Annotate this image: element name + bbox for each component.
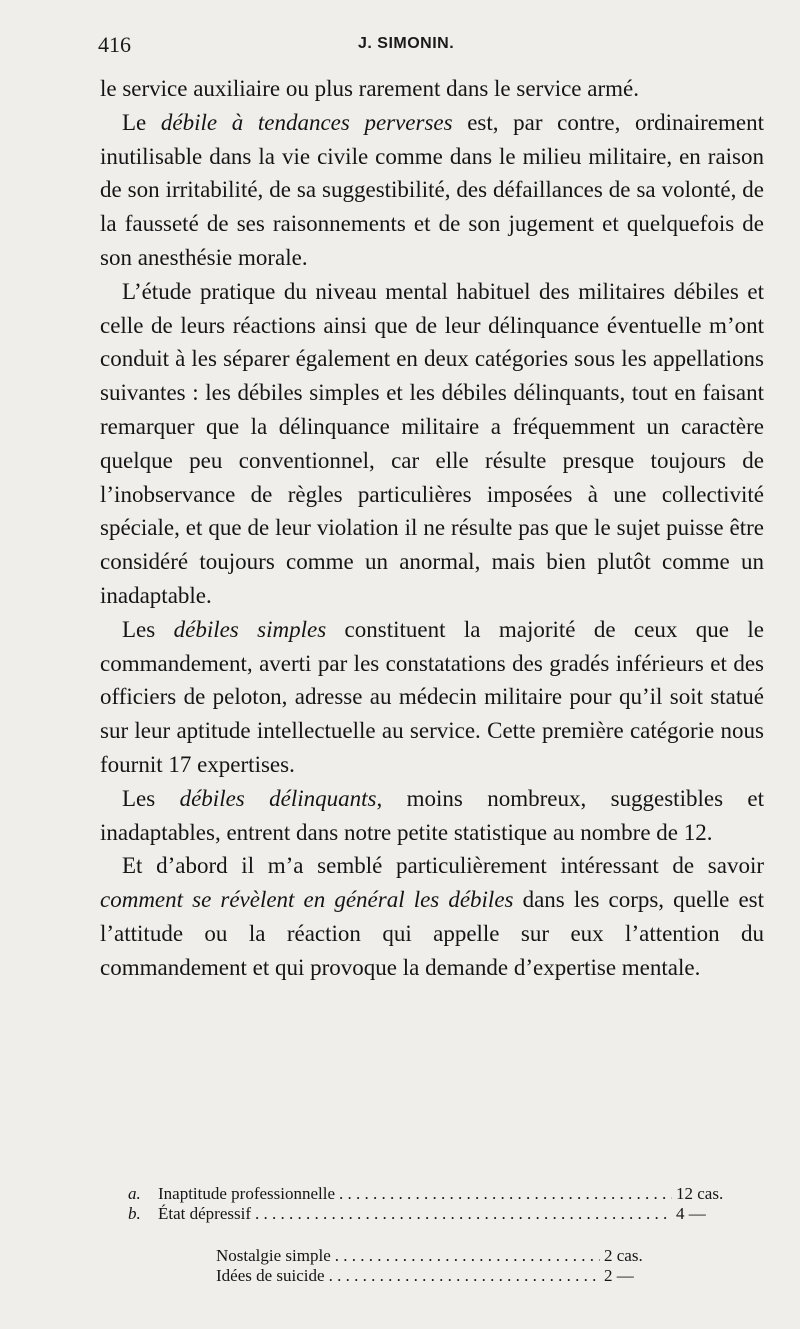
body-text: [100, 72, 764, 985]
paragraph-6-start: Et d’abord il m’a semblé particulièrement intéressant de savoir: [122, 853, 764, 879]
paragraph-2: [100, 106, 764, 275]
phrase-comment-se-revelent: comment se révèlent en général les débiles: [100, 887, 514, 913]
term-debile-tendances-perverses: débile à tendances perverses: [160, 109, 453, 135]
paragraph-3: L’étude pratique du niveau mental habituel des militaires débiles et celle de leurs réactions ainsi que de leur délinquance éventuelle m’ont conduit à les séparer également en deux catégories sous les appellations suivantes : les débiles simples et les débiles délinquants, tout en faisant remarquer que la délinquance militaire a fréquemment un caractère quelque peu conventionnel, car elle résulte presque toujours de l’inobservance de règles particulières imposées à une collectivité spéciale, et que de leur violation il ne résulte pas que le sujet puisse être considéré toujours comme un anormal, mais bien plutôt comme un inadaptable.: [100, 278, 764, 608]
list-label: Idées de suicide: [216, 1266, 325, 1285]
paragraph-6: [100, 849, 764, 984]
paragraph-4-start: Les: [122, 616, 174, 642]
term-debiles-delinquants: débiles délinquants: [179, 785, 377, 811]
list-count: 4 —: [676, 1204, 706, 1223]
list-item: [216, 1266, 656, 1286]
list-label: Inaptitude professionnelle: [158, 1184, 336, 1203]
paragraph-1: le service auxiliaire ou plus rarement dans le service armé.: [100, 76, 639, 101]
list-count: 12 cas.: [676, 1184, 724, 1203]
list-item: [128, 1184, 738, 1204]
list-item: [128, 1204, 738, 1224]
dot-leader: [255, 1204, 672, 1224]
paragraph-5-rest: , moins nombreux, suggestibles et inadaptables, entrent dans notre petite statistique au nombre de 12.: [100, 785, 764, 845]
list-label: État dépressif: [158, 1204, 251, 1223]
term-debiles-simples: débiles simples: [173, 616, 327, 642]
dot-leader: [329, 1266, 600, 1286]
paragraph-4: [100, 613, 764, 782]
list-marker: b.: [128, 1204, 141, 1223]
page-number: 416: [98, 32, 131, 57]
category-list: [128, 1184, 738, 1224]
list-count: 2 —: [604, 1266, 634, 1285]
list-item: [216, 1246, 656, 1266]
list-count: 2 cas.: [604, 1246, 643, 1265]
paragraph-2-rest: est, par contre, ordinairement inutilisable dans la vie civile comme dans le milieu militaire, en raison de son irritabilité, de sa suggestibilité, des défaillances de sa volonté, de la fausseté de ses raisonnements et de son jugement et quelquefois de son anesthésie morale.: [100, 109, 764, 270]
paragraph-2-start: Le: [122, 109, 161, 135]
paragraph-5: [100, 782, 764, 850]
running-head: J. SIMONIN.: [358, 35, 455, 52]
dot-leader: [339, 1184, 672, 1204]
list-label: Nostalgie simple: [216, 1246, 331, 1265]
subcategory-list: [216, 1246, 656, 1286]
paragraph-5-start: Les: [122, 785, 180, 811]
page-header: [98, 32, 766, 62]
dot-leader: [335, 1246, 600, 1266]
paragraph-4-rest: constituent la majorité de ceux que le commandement, averti par les constatations des gradés inférieurs et des officiers de peloton, adresse au médecin militaire pour qu’il soit statué sur leur aptitude intellectuelle au service. Cette première catégorie nous fournit 17 expertises.: [100, 616, 764, 777]
list-marker: a.: [128, 1184, 141, 1203]
paragraph-6-rest: dans les corps, quelle est l’attitude ou la réaction qui appelle sur eux l’attention du commandement et qui provoque la demande d’expertise mentale.: [100, 887, 764, 980]
